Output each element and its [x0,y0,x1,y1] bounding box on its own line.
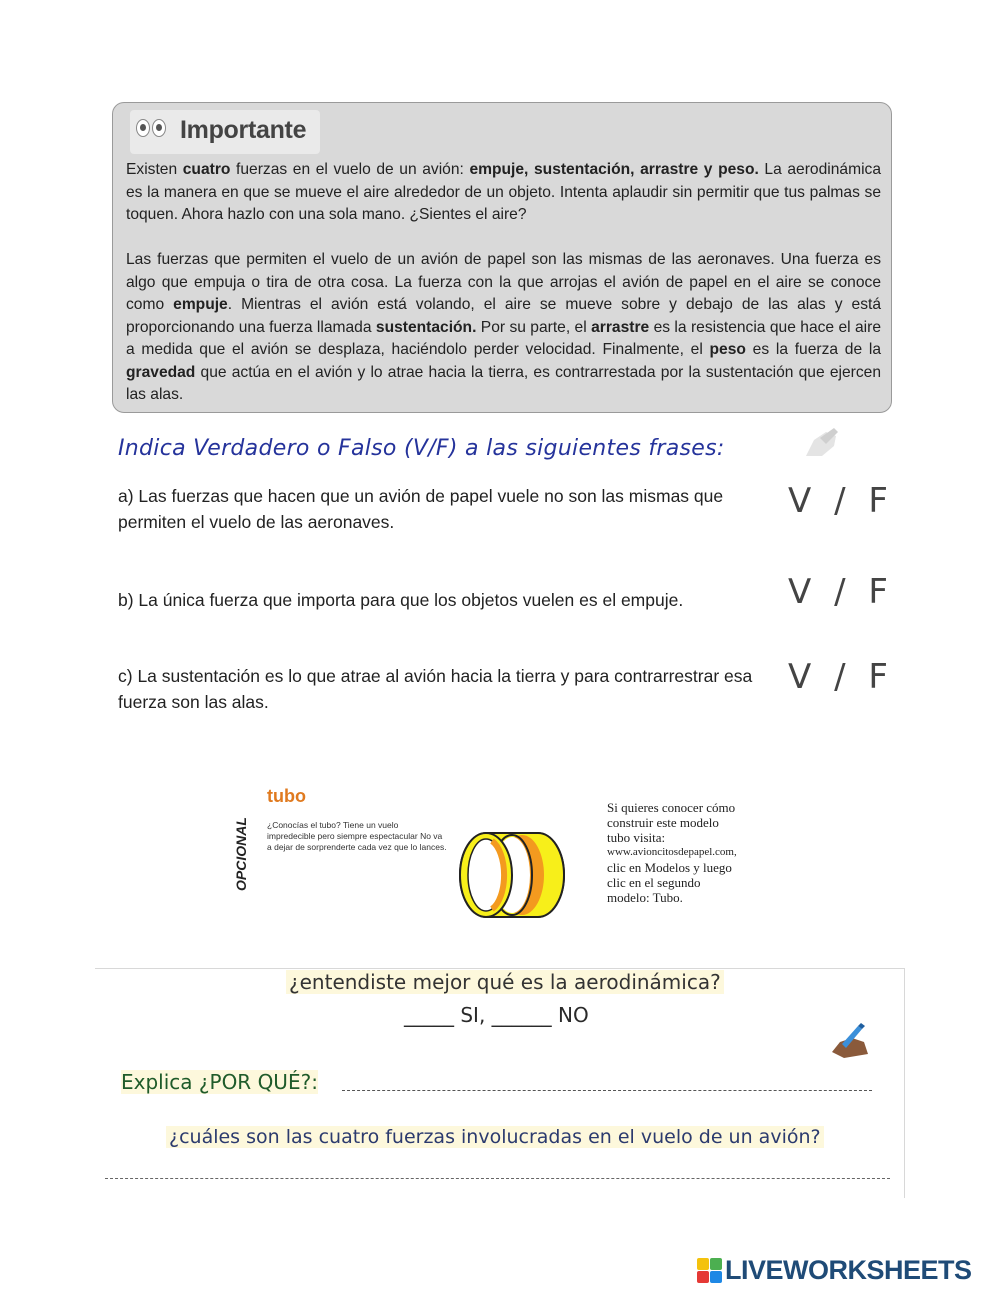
tubo-info-line: tubo visita: [607,830,666,845]
tubo-info-url: www.avioncitosdepapel.com, [607,846,737,858]
writing-hand-icon [800,426,842,462]
explica-label: Explica ¿POR QUÉ?: [121,1070,318,1094]
tubo-info-line: construir este modelo [607,815,719,830]
tubo-info-line: modelo: Tubo. [607,890,683,905]
tubo-illustration [452,825,572,925]
logo-text: LIVEWORKSHEETS [725,1255,972,1285]
vf-section-title: Indica Verdadero o Falso (V/F) a las siguientes frases: [118,436,725,461]
vf-answer-c[interactable]: V / F [788,657,894,697]
optional-label: OPCIONAL [233,817,249,891]
tubo-info-line: clic en Modelos y luego [607,860,732,875]
tubo-title: tubo [267,786,306,806]
tubo-description: ¿Conocías el tubo? Tiene un vuelo impredecible pero siempre espectacular No va a dejar de sorprenderte cada vez que lo lances. [267,820,447,852]
logo-icon [697,1258,723,1284]
tubo-info [607,800,772,905]
importante-title: Importante [180,116,307,144]
question-four-forces: ¿cuáles son las cuatro fuerzas involucradas en el vuelo de un avión? [166,1126,824,1148]
tubo-info-line: Si quieres conocer cómo [607,800,736,815]
question-understood: ¿entendiste mejor qué es la aerodinámica? [286,970,724,994]
tubo-info-line: clic en el segundo [607,875,701,890]
eyes-icon [136,119,150,137]
importante-paragraph-2: Las fuerzas que permiten el vuelo de un avión de papel son las mismas de las aeronaves. Una fuerza es algo que empuja o tira de otra cosa. La fuerza con la que arrojas el avión de papel en el aire se conoce como empuje. Mientras el avión está volando, el aire se mueve sobre y debajo de las alas y está proporcionando una fuerza llamada sustentación. Por su parte, el arrastre es la resistencia que hace el aire a medida que el avión se desplaza, haciéndolo perder velocidad. Finalmente, el peso es la fuerza de la gravedad que actúa en el avión y lo atrae hacia la tierra, es contrarrestada por la sustentación que ejercen las alas. [126,251,881,403]
four-forces-answer-line[interactable] [105,1178,890,1179]
statement-b: b) La única fuerza que importa para que los objetos vuelen es el empuje. [118,590,684,610]
eyes-icon [152,119,166,137]
importante-paragraph-1: Existen cuatro fuerzas en el vuelo de un avión: empuje, sustentación, arrastre y peso. La aerodinámica es la manera en que se mueve el aire alrededor de un objeto. Intenta aplaudir sin permitir que tus palmas se toquen. Ahora hazlo con una sola mano. ¿Sientes el aire? [126,161,881,223]
vf-answer-b[interactable]: V / F [788,572,894,612]
writing-hand-icon [828,1022,874,1060]
vf-answer-a[interactable]: V / F [788,481,894,521]
statement-c: c) La sustentación es lo que atrae al avión hacia la tierra y para contrarrestrar esa fuerza son las alas. [118,666,753,712]
explica-answer-line[interactable] [342,1090,872,1091]
si-no-answer[interactable]: _____ SI, ______ NO [404,1003,589,1027]
statement-a: a) Las fuerzas que hacen que un avión de papel vuele no son las mismas que permiten el vuelo de las aeronaves. [118,486,724,532]
